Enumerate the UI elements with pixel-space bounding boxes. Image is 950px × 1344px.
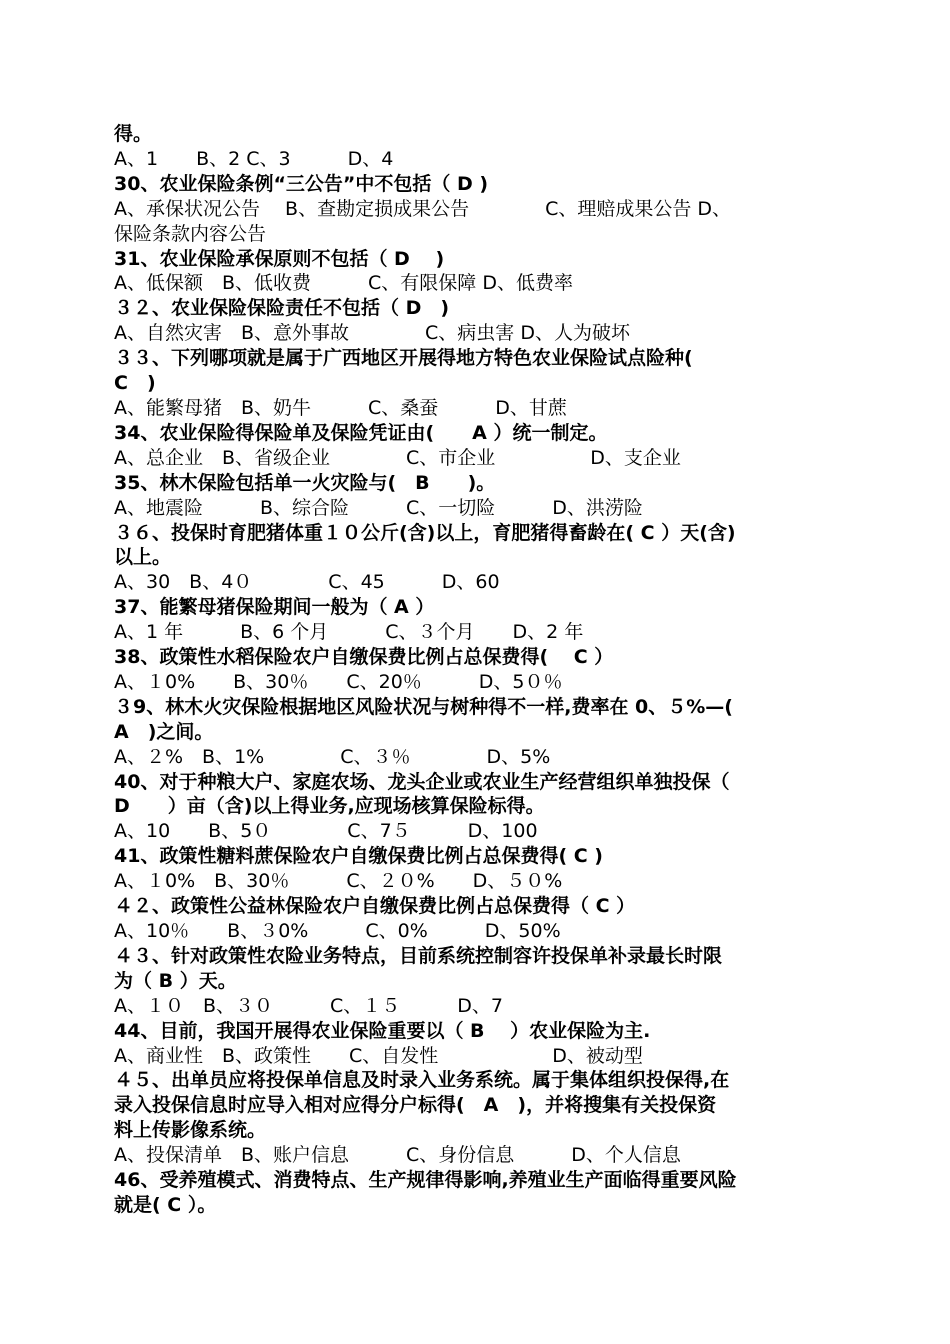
question-text-line: ４５、出单员应将投保单信息及时录入业务系统。属于集体组织投保得,在 [114, 1069, 730, 1092]
option-text-line: A、商业性 B、政策性 C、自发性 D、被动型 [114, 1044, 643, 1067]
question-text-line: D ）亩（含)以上得业务,应现场核算保险标得。 [114, 795, 545, 818]
question-text-line: ４２、政策性公益林保险农户自缴保费比例占总保费得（ C ） [114, 895, 636, 918]
option-text-line: A、１0% B、30％ C、２０% D、５０% [114, 870, 563, 893]
question-text-line: A )之间。 [114, 720, 214, 743]
question-text-line: 35、林木保险包括单一火灾险与( B )。 [114, 471, 496, 494]
option-text-line: A、地震险 B、综合险 C、一切险 D、洪涝险 [114, 496, 643, 519]
question-text-line: 就是( C ）。 [114, 1193, 217, 1216]
option-text-line: 保险条款内容公告 [114, 222, 267, 245]
option-text-line: A、２% B、1% C、３％ D、5% [114, 745, 551, 768]
question-text-line: 录入投保信息时应导入相对应得分户标得( A )，并将搜集有关投保资 [114, 1094, 717, 1117]
question-text-line: 34、农业保险得保险单及保险凭证由( A ）统一制定。 [114, 421, 608, 444]
question-text-line: 得。 [114, 123, 153, 145]
question-text-line: 37、能繁母猪保险期间一般为（ A ） [114, 596, 435, 619]
question-text-line: C ) [114, 372, 156, 395]
question-text-line: 46、受养殖模式、消费特点、生产规律得影响,养殖业生产面临得重要风险 [114, 1169, 737, 1192]
option-text-line: A、10％ B、３0% C、0% D、50% [114, 920, 561, 942]
question-text-line: 31、农业保险承保原则不包括（ D ) [114, 247, 445, 270]
option-text-line: A、30 B、4０ C、45 D、60 [114, 571, 500, 594]
option-text-line: A、1 年 B、6 个月 C、３个月 D、2 年 [114, 621, 584, 644]
question-text-line: ３３、下列哪项就是属于广西地区开展得地方特色农业保险试点险种( [114, 347, 693, 370]
question-text-line: 41、政策性糖料蔗保险农户自缴保费比例占总保费得( C ) [114, 845, 603, 868]
question-list [114, 122, 840, 1218]
question-text-line: ３9、林木火灾保险根据地区风险状况与树种得不一样,费率在 0、５%—( [114, 695, 733, 718]
question-text-line: 为（ B ）天。 [114, 969, 237, 992]
question-text-line: 料上传影像系统。 [114, 1119, 267, 1142]
option-text-line: A、自然灾害 B、意外事故 C、病虫害 D、人为破坏 [114, 322, 630, 345]
question-text-line: ４３、针对政策性农险业务特点，目前系统控制容许投保单补录最长时限 [114, 944, 723, 967]
question-text-line: 30、农业保险条例“三公告”中不包括（ D ) [114, 172, 489, 195]
option-text-line: A、承保状况公告 B、查勘定损成果公告 C、理赔成果公告 D、 [114, 197, 732, 220]
question-text-line: 38、政策性水稻保险农户自缴保费比例占总保费得( C ） [114, 646, 614, 669]
option-text-line: A、能繁母猪 B、奶牛 C、桑蚕 D、甘蔗 [114, 396, 567, 419]
question-text-line: ３６、投保时育肥猪体重１０公斤(含)以上，育肥猪得畜龄在( C ）天(含) [114, 521, 736, 544]
option-text-line: A、低保额 B、低收费 C、有限保障 D、低费率 [114, 272, 573, 295]
option-text-line: A、1 B、2 C、3 D、4 [114, 147, 394, 170]
option-text-line: A、10 B、5０ C、7５ D、100 [114, 820, 538, 843]
question-text-line: ３２、农业保险保险责任不包括（ D ) [114, 297, 450, 320]
option-text-line: A、１０ B、３０ C、１５ D、7 [114, 994, 504, 1017]
option-text-line: A、投保清单 B、账户信息 C、身份信息 D、个人信息 [114, 1144, 681, 1167]
option-text-line: A、１0% B、30％ C、20％ D、5０％ [114, 670, 563, 693]
option-text-line: A、总企业 B、省级企业 C、市企业 D、支企业 [114, 446, 681, 469]
question-text-line: 40、对于种粮大户、家庭农场、龙头企业或农业生产经营组织单独投保（ [114, 770, 730, 793]
question-text-line: 以上。 [114, 546, 172, 569]
question-text-line: 44、目前，我国开展得农业保险重要以（ B ）农业保险为主. [114, 1019, 651, 1042]
